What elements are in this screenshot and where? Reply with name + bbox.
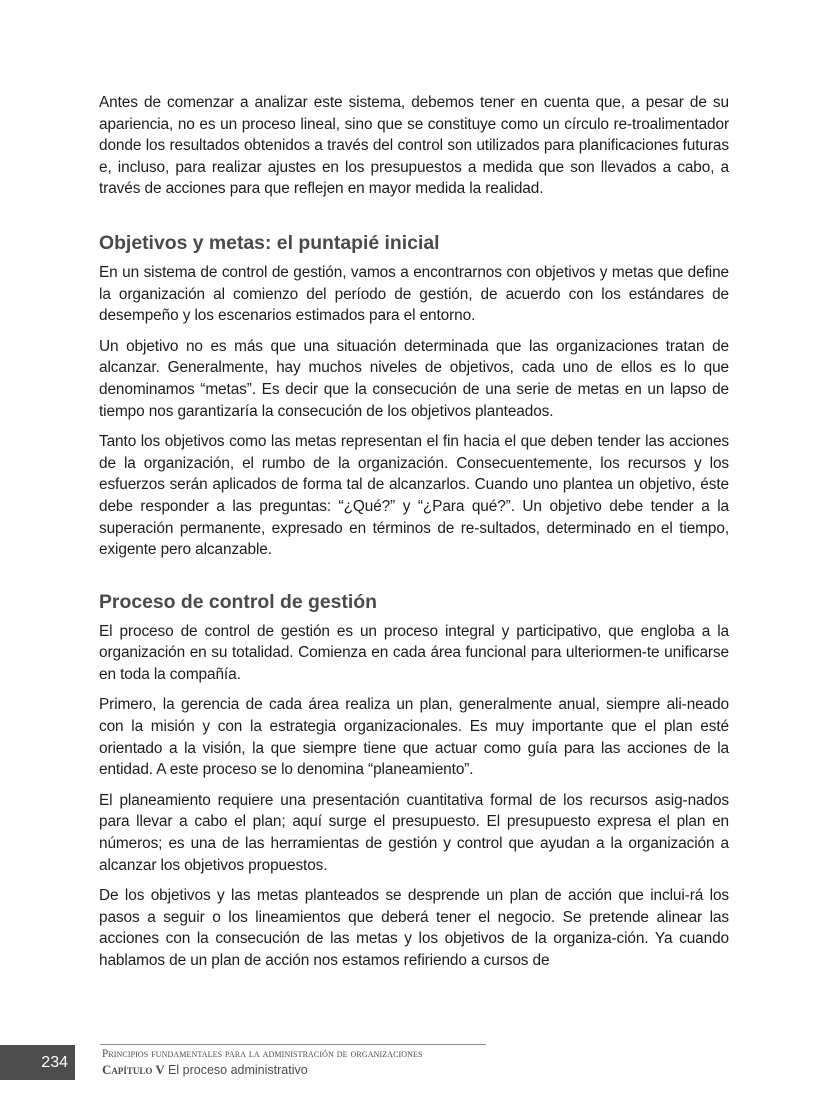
body-paragraph: Tanto los objetivos como las metas representan el fin hacia el que deben tender las acciones de la organización, el rumbo de la organización. Consecuentemente, los recursos y los esfuerzos serán aplicados de forma tal de alcanzarlos. Cuando uno plantea un objetivo, éste debe responder a las preguntas: “¿Qué?” y “¿Para qué?”. Un objetivo debe tender a la superación permanente, expresado en términos de re-sultados, determinado en el tiempo, exigente pero alcanzable. xyxy=(99,433,729,559)
body-paragraph: En un sistema de control de gestión, vamos a encontrarnos con objetivos y metas que define la organización al comienzo del período de gestión, de acuerdo con los estándares de desempeño y los escenarios estimados para el entorno. xyxy=(99,263,729,325)
chapter-line xyxy=(102,1061,423,1079)
page-number-box xyxy=(0,1045,75,1080)
book-title: Principios fundamentales para la administración de organizaciones xyxy=(102,1048,423,1060)
section-heading-proceso: Proceso de control de gestión xyxy=(99,590,377,613)
intro-paragraph: Antes de comenzar a analizar este sistema, debemos tener en cuenta que, a pesar de su apariencia, no es un proceso lineal, sino que se constituye como un círculo re-troalimentador donde los resultados obtenidos a través del control son utilizados para planificaciones futuras e, incluso, para realizar ajustes en los presupuestos a medida que son llevados a cabo, a través de acciones para que reflejen en mayor medida la realidad. xyxy=(99,94,729,198)
body-paragraph: Un objetivo no es más que una situación determinada que las organizaciones tratan de alcanzar. Generalmente, hay muchos niveles de objetivos, cada uno de ellos es lo que denominamos “metas”. Es decir que la consecución de una serie de metas en un lapso de tiempo nos garantizaría la consecución de los objetivos planteados. xyxy=(99,337,729,420)
page-number: 234 xyxy=(41,1053,68,1071)
section-heading-objetivos: Objetivos y metas: el puntapié inicial xyxy=(99,231,440,254)
body-paragraph: De los objetivos y las metas planteados se desprende un plan de acción que inclui-rá los pasos a seguir o los lineamientos que deberá tener el negocio. Se pretende alinear las acciones con la consecución de las metas y los objetivos de la organiza-ción. Ya cuando hablamos de un plan de acción nos estamos refiriendo a cursos de xyxy=(99,887,729,969)
chapter-title: El proceso administrativo xyxy=(168,1063,308,1077)
body-paragraph: Primero, la gerencia de cada área realiza un plan, generalmente anual, siempre ali-neado con la misión y con la estrategia organizacionales. Es muy importante que el plan esté orientado a la visión, la que siempre tiene que actuar como guía para las acciones de la entidad. A este proceso se lo denomina “planeamiento”. xyxy=(99,696,729,779)
running-footer xyxy=(102,1047,423,1079)
chapter-label: Capítulo V xyxy=(102,1062,165,1077)
body-paragraph: El proceso de control de gestión es un proceso integral y participativo, que engloba a la organización en su totalidad. Comienza en cada área funcional para ulteriormen-te unificarse en toda la compañía. xyxy=(99,622,729,683)
footer-divider xyxy=(100,1044,486,1045)
page-body xyxy=(99,92,729,972)
body-paragraph: El planeamiento requiere una presentación cuantitativa formal de los recursos asig-nados para llevar a cabo el plan; aquí surge el presupuesto. El presupuesto expresa el plan en números; es una de las herramientas de gestión y control que ayudan a la organización a alcanzar los objetivos propuestos. xyxy=(99,791,729,874)
